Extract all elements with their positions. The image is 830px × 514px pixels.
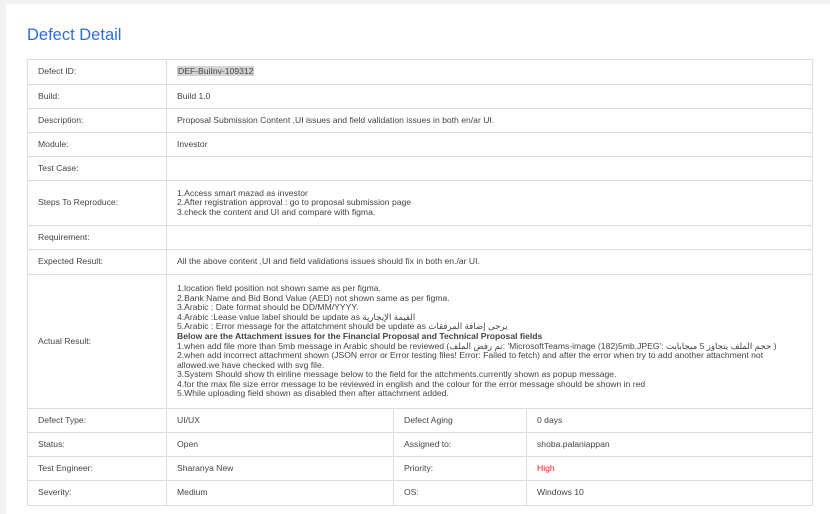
- assigned-to-value: shoba.palaniappan: [527, 433, 813, 457]
- steps-value: [167, 181, 813, 226]
- severity-value: Medium: [167, 481, 394, 506]
- priority-value: High: [527, 457, 813, 481]
- module-label: Module:: [28, 133, 167, 157]
- actual-line: 1.when add file more than 5mb message in Arabic should be reviewed (تم رفض الملف: 'MicrosoftTeams-image (182)5mb.JPEG': حجم الملف يتجاوز 5 ميجابايت ): [177, 340, 777, 351]
- actual-value: [167, 275, 813, 409]
- row-defect-type: [28, 409, 813, 433]
- row-module: [28, 133, 813, 157]
- row-status: [28, 433, 813, 457]
- row-actual: [28, 275, 813, 409]
- actual-line: 2.when add incorrect attachment shown (JSON error or Error testing files! Error: Failed to fetch) and after the error when try to add another attachment not allowed.we have checked with svg file.: [177, 350, 764, 370]
- module-value: Investor: [167, 133, 813, 157]
- steps-label: Steps To Reproduce:: [28, 181, 167, 226]
- status-value: Open: [167, 433, 394, 457]
- page-title: Defect Detail: [27, 26, 122, 44]
- assigned-to-label: Assigned to:: [394, 433, 527, 457]
- test-case-label: Test Case:: [28, 157, 167, 181]
- build-label: Build:: [28, 85, 167, 109]
- test-engineer-label: Test Engineer:: [28, 457, 167, 481]
- build-value: Build 1.0: [167, 85, 813, 109]
- test-engineer-value: Sharanya New: [167, 457, 394, 481]
- actual-line: 5.Arabic : Error message for the attatchment should be update as يرجى إضافة المرفقات: [177, 321, 508, 332]
- expected-label: Expected Result:: [28, 250, 167, 275]
- test-case-value: [167, 157, 813, 181]
- actual-line: 5.While uploading field shown as disabled then after attachment added.: [177, 388, 449, 399]
- row-build: [28, 85, 813, 109]
- status-label: Status:: [28, 433, 167, 457]
- row-requirement: [28, 226, 813, 250]
- row-description: [28, 109, 813, 133]
- row-test-engineer: [28, 457, 813, 481]
- actual-subheading: Below are the Attachment issues for the Financial Proposal and Technical Proposal fields: [177, 330, 543, 341]
- os-label: OS:: [394, 481, 527, 506]
- row-expected: [28, 250, 813, 275]
- actual-label: Actual Result:: [28, 275, 167, 409]
- actual-line: 4.for the max file size error message to be reviewed in english and the colour for the error message should be shown in red: [177, 378, 646, 389]
- requirement-value: [167, 226, 813, 250]
- defect-aging-label: Defect Aging: [394, 409, 527, 433]
- priority-label: Priority:: [394, 457, 527, 481]
- actual-line: 2.Bank Name and Bid Bond Value (AED) not shown same as per figma.: [177, 292, 450, 303]
- row-test-case: [28, 157, 813, 181]
- defect-id-value[interactable]: DEF-BuiInv-109312: [178, 66, 254, 77]
- steps-line: 1.Access smart mazad as investor: [177, 187, 308, 198]
- row-severity: [28, 481, 813, 506]
- defect-type-label: Defect Type:: [28, 409, 167, 433]
- description-label: Description:: [28, 109, 167, 133]
- row-steps: [28, 181, 813, 226]
- requirement-label: Requirement:: [28, 226, 167, 250]
- actual-line: 1.location field position not shown same as per figma.: [177, 282, 381, 293]
- actual-line: 3.Arabic : Date format should be DD/MM/YYYY.: [177, 302, 359, 313]
- defect-type-value: UI/UX: [167, 409, 394, 433]
- expected-value: All the above content ,UI and field validations issues should fix in both en./ar UI.: [167, 250, 813, 275]
- row-defect-id: [28, 60, 813, 85]
- steps-line: 2.After registration approval : go to proposal submission page: [177, 197, 412, 208]
- description-value: Proposal Submission Content ,UI issues and field validation issues in both en/ar UI.: [167, 109, 813, 133]
- defect-detail-table: [27, 59, 813, 506]
- steps-line: 3.check the content and UI and compare with figma.: [177, 206, 376, 217]
- actual-line: 4.Arabic :Lease value label should be update as القيمة الإيجارية: [177, 311, 416, 322]
- os-value: Windows 10: [527, 481, 813, 506]
- severity-label: Severity:: [28, 481, 167, 506]
- actual-line: 3.System Should show th einline message below to the field for the attchments.currently shown as popup message.: [177, 369, 617, 380]
- defect-id-label: Defect ID:: [28, 60, 167, 85]
- defect-aging-value: 0 days: [527, 409, 813, 433]
